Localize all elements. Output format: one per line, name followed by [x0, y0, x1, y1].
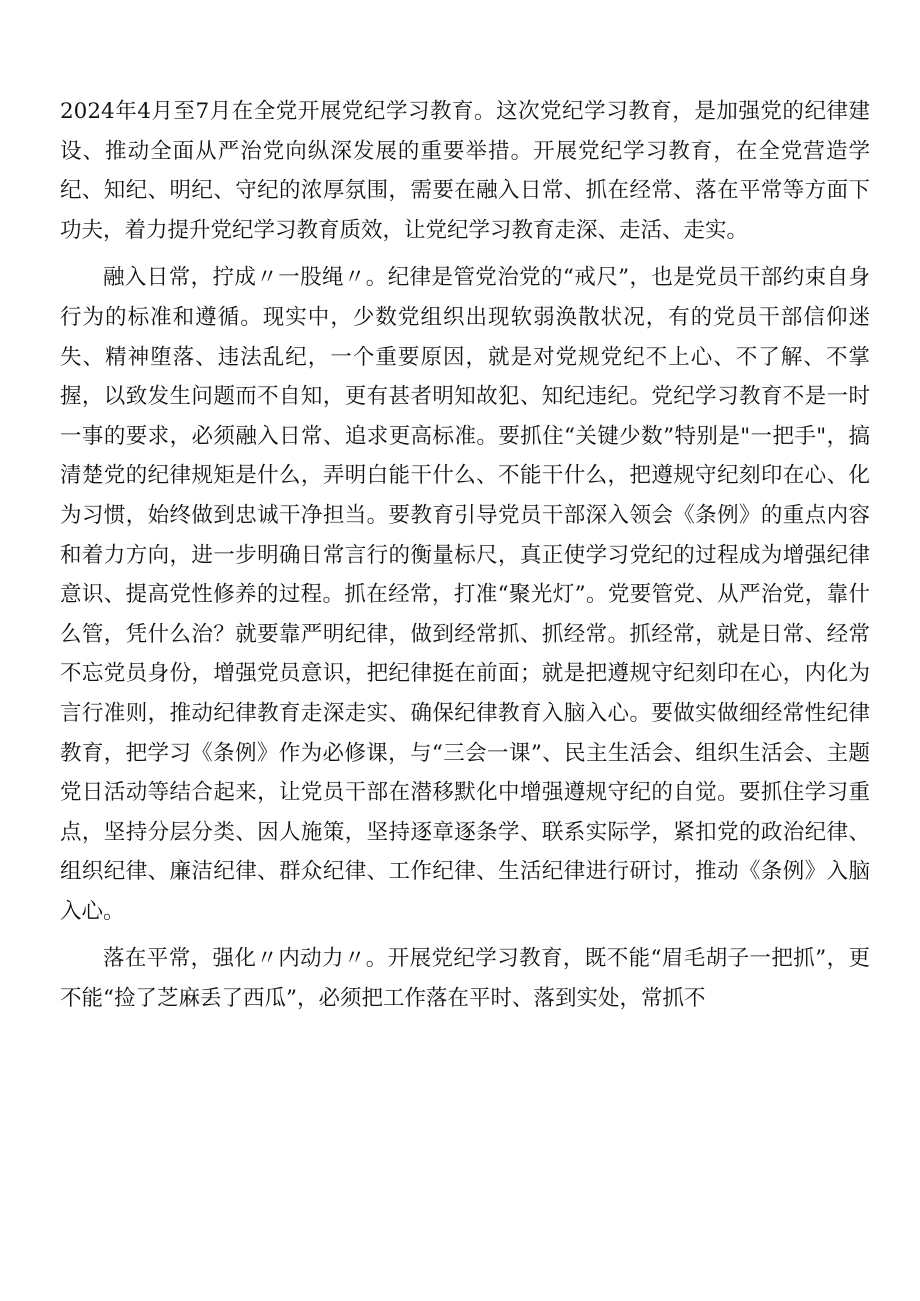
paragraph-ordinary: 落在平常，强化〃内动力〃。开展党纪学习教育，既不能“眉毛胡子一把抓”，更不能“捡了芝麻丢了西瓜”，必须把工作落在平时、落到实处，常抓不	[60, 946, 870, 1012]
paragraph-intro: 2024年4月至7月在全党开展党纪学习教育。这次党纪学习教育，是加强党的纪律建设、推动全面从严治党向纵深发展的重要举措。开展党纪学习教育，在全党营造学纪、知纪、明纪、守纪的浓厚氛围，需要在融入日常、抓在经常、落在平常等方面下功夫，着力提升党纪学习教育质效，让党纪学习教育走深、走活、走实。	[60, 99, 870, 243]
document-page	[60, 92, 870, 1027]
paragraph-daily: 融入日常，拧成〃一股绳〃。纪律是管党治党的“戒尺”，也是党员干部约束自身行为的标准和遵循。现实中，少数党组织出现软弱涣散状况，有的党员干部信仰迷失、精神堕落、违法乱纪，一个重要原因，就是对党规党纪不上心、不了解、不掌握，以致发生问题而不自知，更有甚者明知故犯、知纪违纪。党纪学习教育不是一时一事的要求，必须融入日常、追求更高标准。要抓住“关键少数”特别是"一把手"，搞清楚党的纪律规矩是什么，弄明白能干什么、不能干什么，把遵规守纪刻印在心、化为习惯，始终做到忠诚干净担当。要教育引导党员干部深入领会《条例》的重点内容和着力方向，进一步明确日常言行的衡量标尺，真正使学习党纪的过程成为增强纪律意识、提高党性修养的过程。抓在经常，打准“聚光灯”。党要管党、从严治党，靠什么管，凭什么治？就要靠严明纪律，做到经常抓、抓经常。抓经常，就是日常、经常不忘党员身份，增强党员意识，把纪律挺在前面；就是把遵规守纪刻印在心，内化为言行准则，推动纪律教育走深走实、确保纪律教育入脑入心。要做实做细经常性纪律教育，把学习《条例》作为必修课，与“三会一课”、民主生活会、组织生活会、主题党日活动等结合起来，让党员干部在潜移默化中增强遵规守纪的自觉。要抓住学习重点，坚持分层分类、因人施策，坚持逐章逐条学、联系实际学，紧扣党的政治纪律、组织纪律、廉洁纪律、群众纪律、工作纪律、生活纪律进行研讨，推动《条例》入脑入心。	[60, 265, 870, 924]
